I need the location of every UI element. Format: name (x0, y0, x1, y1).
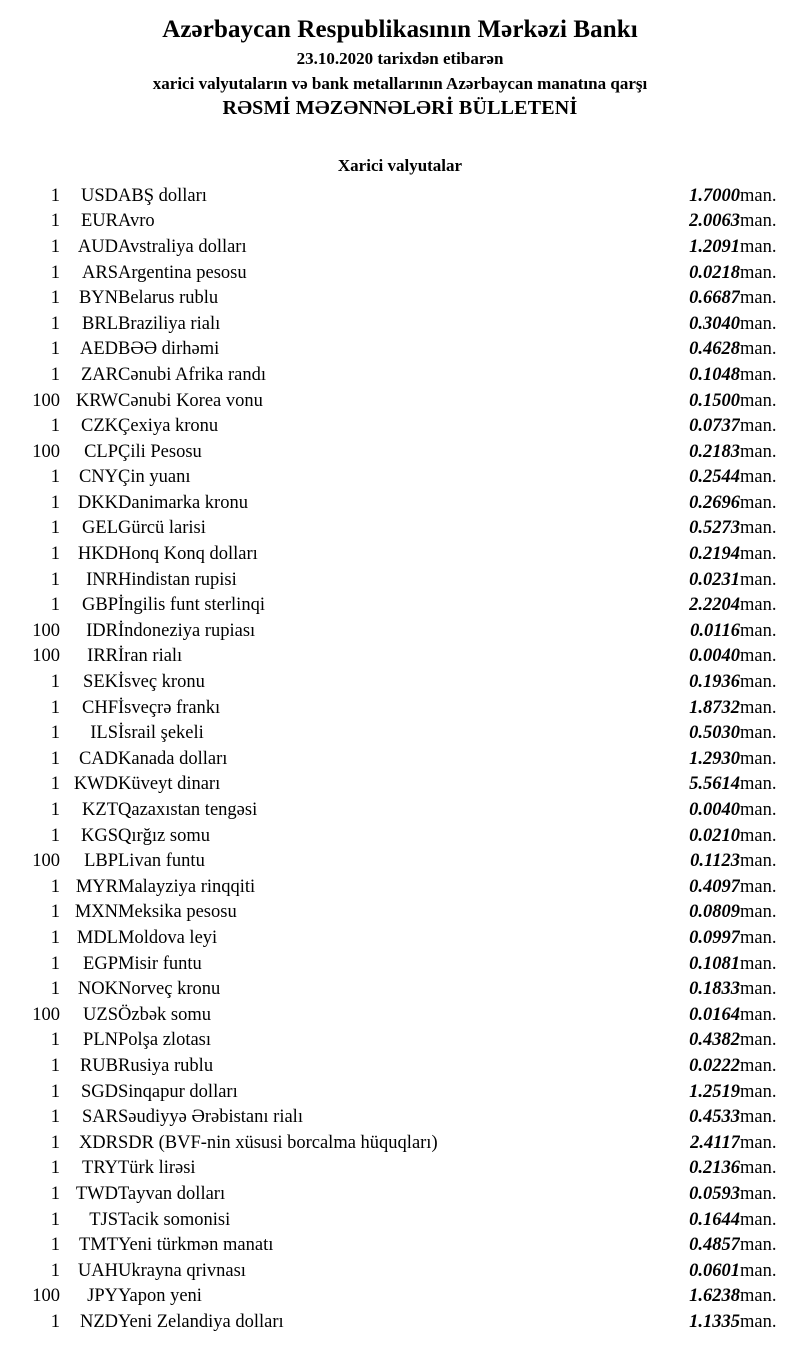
currency-quantity: 1 (50, 492, 60, 513)
currency-code: MYR (75, 876, 118, 897)
table-row (0, 465, 800, 491)
table-row (0, 312, 800, 338)
currency-name: İsveç kronu (118, 672, 205, 693)
currency-rate: 0.0593 (689, 1183, 740, 1204)
currency-name: Çili Pesosu (118, 441, 202, 462)
currency-unit: man. (740, 467, 777, 488)
currency-rate: 0.1500 (689, 390, 740, 411)
currency-unit: man. (740, 1158, 777, 1179)
currency-name: Moldova leyi (118, 927, 218, 948)
table-row (0, 286, 800, 312)
table-row (0, 261, 800, 287)
currency-unit: man. (740, 390, 777, 411)
table-row (0, 184, 800, 210)
currency-quantity: 1 (50, 953, 60, 974)
currency-name: İsrail şekeli (118, 723, 204, 744)
currency-code: KRW (75, 390, 118, 411)
currency-quantity: 1 (50, 825, 60, 846)
currency-unit: man. (740, 1311, 777, 1332)
currency-unit: man. (740, 902, 777, 923)
table-row (0, 798, 800, 824)
currency-code: HKD (77, 544, 118, 565)
currency-rate: 0.0997 (689, 927, 740, 948)
currency-quantity: 1 (50, 339, 60, 360)
currency-rate: 0.0737 (689, 416, 740, 437)
currency-quantity: 1 (50, 774, 60, 795)
currency-quantity: 100 (32, 1286, 60, 1307)
currency-name: Sinqapur dolları (118, 1081, 238, 1102)
currency-quantity: 1 (50, 569, 60, 590)
table-row (0, 235, 800, 261)
currency-quantity: 1 (50, 1158, 60, 1179)
currency-rate: 0.1936 (689, 672, 740, 693)
currency-quantity: 1 (50, 1132, 60, 1153)
currency-name: Yeni türkmən manatı (118, 1235, 274, 1256)
table-row (0, 747, 800, 773)
currency-name: Norveç kronu (118, 979, 221, 1000)
currency-quantity: 1 (50, 748, 60, 769)
currency-rate: 0.2544 (689, 467, 740, 488)
currency-quantity: 1 (50, 262, 60, 283)
currency-code: XDR (78, 1132, 118, 1153)
currency-name: Özbək somu (118, 1004, 211, 1025)
currency-rate: 0.4533 (689, 1107, 740, 1128)
table-row (0, 1233, 800, 1259)
currency-quantity: 1 (50, 518, 60, 539)
currency-rate: 0.4097 (689, 876, 740, 897)
table-row (0, 1284, 800, 1310)
table-row (0, 1080, 800, 1106)
currency-name: Ukrayna qrivnası (118, 1260, 246, 1281)
currency-name: Belarus rublu (118, 288, 219, 309)
currency-rate: 0.4857 (689, 1235, 740, 1256)
currency-code: SAR (82, 1107, 118, 1128)
currency-quantity: 1 (50, 1235, 60, 1256)
currency-quantity: 1 (50, 902, 60, 923)
currency-name: Avstraliya dolları (118, 236, 247, 257)
currency-code: UZS (83, 1004, 118, 1025)
currency-rate: 0.5273 (689, 518, 740, 539)
currency-code: GEL (82, 518, 118, 539)
table-row (0, 1310, 800, 1336)
currency-unit: man. (740, 1235, 777, 1256)
currency-quantity: 1 (50, 1081, 60, 1102)
currency-rates-body (0, 184, 800, 1336)
currency-unit: man. (740, 1132, 777, 1153)
table-row (0, 900, 800, 926)
currency-name: Çexiya kronu (118, 416, 219, 437)
currency-code: CNY (78, 467, 118, 488)
currency-unit: man. (740, 288, 777, 309)
document-subtitle: xarici valyutaların və bank metallarının Azərbaycan manatına qarşı (152, 73, 648, 93)
currency-unit: man. (740, 1030, 777, 1051)
currency-name: Türk lirəsi (118, 1158, 196, 1179)
currency-code: JPY (87, 1286, 118, 1307)
currency-unit: man. (740, 339, 777, 360)
document-header (0, 16, 800, 120)
currency-code: ILS (90, 723, 118, 744)
currency-rate: 1.2091 (689, 236, 740, 257)
currency-rates-table (0, 184, 800, 1336)
currency-name: Tacik somonisi (118, 1209, 231, 1230)
currency-unit: man. (740, 313, 777, 334)
currency-rate: 0.6687 (689, 288, 740, 309)
currency-code: KGS (80, 825, 118, 846)
currency-quantity: 1 (50, 416, 60, 437)
table-row (0, 1003, 800, 1029)
table-row (0, 1054, 800, 1080)
table-row (0, 516, 800, 542)
currency-code: TWD (75, 1183, 118, 1204)
currency-name: ABŞ dolları (118, 185, 207, 206)
currency-unit: man. (740, 697, 777, 718)
currency-unit: man. (740, 595, 777, 616)
currency-unit: man. (740, 211, 777, 232)
table-row (0, 1182, 800, 1208)
currency-quantity: 1 (50, 672, 60, 693)
currency-name: Misir funtu (118, 953, 202, 974)
currency-quantity: 100 (32, 1004, 60, 1025)
table-row (0, 593, 800, 619)
currency-code: PLN (83, 1030, 118, 1051)
currency-rate: 0.1081 (689, 953, 740, 974)
effective-date-line (0, 49, 800, 69)
section-title-foreign-currencies: Xarici valyutalar (337, 155, 463, 175)
currency-code: INR (86, 569, 118, 590)
table-row (0, 977, 800, 1003)
currency-code: RUB (79, 1055, 118, 1076)
currency-unit: man. (740, 262, 777, 283)
currency-name: Malayziya rinqqiti (118, 876, 256, 897)
table-row (0, 926, 800, 952)
currency-quantity: 1 (50, 595, 60, 616)
currency-quantity: 1 (50, 697, 60, 718)
table-row (0, 721, 800, 747)
currency-name: Avro (118, 211, 155, 232)
currency-rate: 2.4117 (690, 1132, 740, 1153)
currency-quantity: 1 (50, 1183, 60, 1204)
currency-unit: man. (740, 851, 777, 872)
table-row (0, 619, 800, 645)
currency-code: CHF (82, 697, 118, 718)
table-row (0, 389, 800, 415)
table-row (0, 875, 800, 901)
currency-rate: 0.0809 (689, 902, 740, 923)
currency-rate: 1.6238 (689, 1286, 740, 1307)
currency-unit: man. (740, 672, 777, 693)
currency-rate: 0.2194 (689, 544, 740, 565)
currency-rate: 5.5614 (689, 774, 740, 795)
currency-unit: man. (740, 185, 777, 206)
currency-quantity: 1 (50, 211, 60, 232)
currency-name: Danimarka kronu (118, 492, 248, 513)
table-row (0, 568, 800, 594)
currency-name: Yeni Zelandiya dolları (118, 1311, 284, 1332)
currency-unit: man. (740, 492, 777, 513)
currency-unit: man. (740, 876, 777, 897)
currency-unit: man. (740, 953, 777, 974)
table-row (0, 670, 800, 696)
table-row (0, 542, 800, 568)
currency-unit: man. (740, 518, 777, 539)
currency-unit: man. (740, 979, 777, 1000)
effective-date-suffix: tarixdən etibarən (377, 48, 504, 68)
currency-code: TJS (89, 1209, 118, 1230)
currency-code: TRY (82, 1158, 118, 1179)
currency-code: EUR (81, 211, 118, 232)
currency-quantity: 1 (50, 467, 60, 488)
currency-code: KWD (73, 774, 118, 795)
table-row (0, 209, 800, 235)
currency-unit: man. (740, 1183, 777, 1204)
currency-code: SGD (80, 1081, 118, 1102)
currency-unit: man. (740, 364, 777, 385)
effective-date: 23.10.2020 (296, 48, 374, 68)
currency-unit: man. (740, 569, 777, 590)
currency-quantity: 100 (32, 620, 60, 641)
currency-quantity: 1 (50, 1311, 60, 1332)
currency-name: İsveçrə frankı (118, 697, 221, 718)
currency-unit: man. (740, 800, 777, 820)
table-row (0, 1131, 800, 1157)
currency-unit: man. (740, 1055, 777, 1076)
currency-rate: 0.0601 (689, 1260, 740, 1281)
currency-rate: 0.1048 (689, 364, 740, 385)
currency-name: BƏƏ dirhəmi (118, 339, 220, 360)
currency-code: GBP (82, 595, 118, 616)
currency-rate: 0.4628 (689, 339, 740, 360)
currency-code: CZK (81, 416, 118, 437)
currency-name: Cənubi Korea vonu (118, 390, 263, 411)
currency-rate: 0.2696 (689, 492, 740, 513)
table-row (0, 1156, 800, 1182)
currency-name: Livan funtu (118, 851, 205, 872)
currency-rate: 0.1644 (689, 1209, 740, 1230)
currency-rate: 1.2930 (689, 748, 740, 769)
currency-quantity: 100 (32, 441, 60, 462)
currency-quantity: 1 (50, 1107, 60, 1128)
currency-code: KZT (82, 800, 118, 820)
currency-code: MXN (74, 902, 118, 923)
currency-quantity: 1 (50, 1260, 60, 1281)
document-bulletin-title: RƏSMİ MƏZƏNNƏLƏRİ BÜLLETENİ (222, 96, 578, 119)
currency-name: İndoneziya rupiası (118, 620, 256, 641)
currency-unit: man. (740, 1004, 777, 1025)
currency-name: SDR (BVF-nin xüsusi borcalma hüquqları) (118, 1132, 438, 1153)
table-row (0, 772, 800, 798)
currency-code: USD (80, 185, 118, 206)
currency-name: İngilis funt sterlinqi (118, 595, 265, 616)
currency-name: Tayvan dolları (118, 1183, 226, 1204)
currency-quantity: 1 (50, 1209, 60, 1230)
currency-code: MDL (76, 927, 118, 948)
currency-unit: man. (740, 236, 777, 257)
currency-rate: 0.0116 (690, 620, 740, 641)
currency-unit: man. (740, 774, 777, 795)
currency-code: AUD (77, 236, 118, 257)
currency-unit: man. (740, 1286, 777, 1307)
currency-unit: man. (740, 825, 777, 846)
currency-code: ARS (82, 262, 118, 283)
currency-rate: 0.4382 (689, 1030, 740, 1051)
currency-name: Cənubi Afrika randı (118, 364, 266, 385)
currency-name: Yapon yeni (118, 1286, 202, 1307)
currency-name: Rusiya rublu (118, 1055, 214, 1076)
currency-quantity: 1 (50, 927, 60, 948)
currency-quantity: 100 (32, 646, 60, 667)
currency-name: Argentina pesosu (118, 262, 247, 283)
currency-rate: 0.1833 (689, 979, 740, 1000)
table-row (0, 644, 800, 670)
currency-unit: man. (740, 646, 777, 667)
table-row (0, 363, 800, 389)
currency-name: Küveyt dinarı (118, 774, 221, 795)
currency-unit: man. (740, 416, 777, 437)
currency-quantity: 1 (50, 313, 60, 334)
currency-name: Səudiyyə Ərəbistanı rialı (118, 1107, 303, 1128)
currency-code: NOK (77, 979, 118, 1000)
currency-rate: 0.3040 (689, 313, 740, 334)
currency-name: Meksika pesosu (118, 902, 237, 923)
currency-name: İran rialı (118, 646, 183, 667)
currency-unit: man. (740, 620, 777, 641)
currency-unit: man. (740, 1107, 777, 1128)
currency-rate: 0.0040 (689, 800, 740, 820)
currency-name: Qazaxıstan tengəsi (118, 800, 258, 820)
currency-unit: man. (740, 927, 777, 948)
currency-unit: man. (740, 1260, 777, 1281)
currency-code: UAH (77, 1260, 118, 1281)
table-row (0, 952, 800, 978)
currency-rate: 1.1335 (689, 1311, 740, 1332)
currency-name: Çin yuanı (118, 467, 191, 488)
currency-unit: man. (740, 544, 777, 565)
currency-rate: 0.0210 (689, 825, 740, 846)
currency-code: EGP (83, 953, 118, 974)
table-row (0, 1028, 800, 1054)
currency-quantity: 1 (50, 800, 60, 820)
currency-name: Qırğız somu (118, 825, 210, 846)
currency-code: BYN (78, 288, 118, 309)
currency-quantity: 1 (50, 979, 60, 1000)
currency-code: CAD (78, 748, 118, 769)
currency-rate: 0.0164 (689, 1004, 740, 1025)
currency-rate: 0.0040 (689, 646, 740, 667)
currency-quantity: 1 (50, 364, 60, 385)
currency-code: IDR (86, 620, 118, 641)
currency-name: Kanada dolları (118, 748, 228, 769)
currency-code: BRL (82, 313, 118, 334)
currency-rate: 0.2136 (689, 1158, 740, 1179)
table-row (0, 414, 800, 440)
currency-unit: man. (740, 441, 777, 462)
table-row (0, 440, 800, 466)
currency-code: LBP (84, 851, 118, 872)
currency-rate: 1.7000 (689, 185, 740, 206)
currency-quantity: 100 (32, 390, 60, 411)
bank-title: Azərbaycan Respublikasının Mərkəzi Bankı (162, 16, 638, 43)
currency-code: CLP (84, 441, 118, 462)
currency-name: Gürcü larisi (118, 518, 206, 539)
currency-unit: man. (740, 723, 777, 744)
table-row (0, 491, 800, 517)
table-row (0, 696, 800, 722)
currency-code: TMT (78, 1235, 118, 1256)
currency-rate: 0.5030 (689, 723, 740, 744)
currency-name: Polşa zlotası (118, 1030, 212, 1051)
table-row (0, 849, 800, 875)
currency-quantity: 100 (32, 851, 60, 872)
table-row (0, 1259, 800, 1285)
currency-quantity: 1 (50, 723, 60, 744)
currency-rate: 1.8732 (689, 697, 740, 718)
currency-rate: 0.1123 (690, 851, 740, 872)
currency-rate: 0.2183 (689, 441, 740, 462)
currency-rate: 0.0231 (689, 569, 740, 590)
currency-rate: 2.2204 (689, 595, 740, 616)
currency-rate: 1.2519 (689, 1081, 740, 1102)
currency-unit: man. (740, 1209, 777, 1230)
currency-code: NZD (79, 1311, 118, 1332)
table-row (0, 1208, 800, 1234)
currency-rate: 0.0218 (689, 262, 740, 283)
currency-unit: man. (740, 748, 777, 769)
currency-name: Hindistan rupisi (118, 569, 237, 590)
currency-rate: 0.0222 (689, 1055, 740, 1076)
table-row (0, 337, 800, 363)
currency-code: ZAR (81, 364, 118, 385)
currency-quantity: 1 (50, 544, 60, 565)
currency-name: Braziliya rialı (118, 313, 221, 334)
currency-unit: man. (740, 1081, 777, 1102)
currency-code: AED (79, 339, 118, 360)
currency-quantity: 1 (50, 876, 60, 897)
currency-code: SEK (83, 672, 118, 693)
currency-quantity: 1 (50, 1030, 60, 1051)
currency-quantity: 1 (50, 1055, 60, 1076)
table-row (0, 824, 800, 850)
currency-quantity: 1 (50, 236, 60, 257)
currency-name: Honq Konq dolları (118, 544, 258, 565)
table-row (0, 1105, 800, 1131)
currency-quantity: 1 (50, 185, 60, 206)
currency-code: IRR (87, 646, 118, 667)
currency-code: DKK (77, 492, 118, 513)
currency-rate: 2.0063 (689, 211, 740, 232)
currency-quantity: 1 (50, 288, 60, 309)
